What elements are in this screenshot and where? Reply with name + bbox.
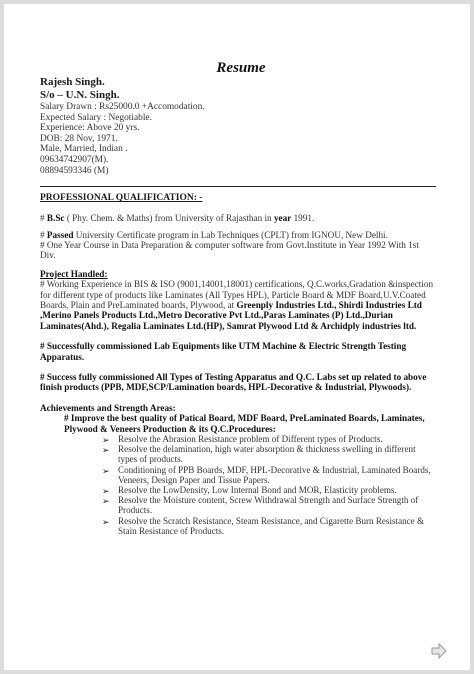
list-item: ➢ Conditioning of PPB Boards, MDF, HPL-Decorative & Industrial, Laminated Boards, Veneers, Design Paper and Tissue Papers.: [102, 464, 431, 485]
projects-success: # Success fully commissioned All Types of Testing Apparatus and Q.C. Labs set up related to above finish products (PPB, MDF,SCP/Lamination boards, HPL-Decorative & Industrial, Plywoods).: [40, 372, 427, 393]
bsc-year-label: year: [273, 213, 292, 224]
detail-expected-salary: Expected Salary : Negotiable.: [40, 112, 152, 123]
next-arrow-icon[interactable]: [430, 642, 448, 660]
arrow-bullet-icon: ➢: [102, 465, 110, 476]
list-item: ➢ Resolve the Moisture content, Screw Withdrawal Strength and Surface Strength of Products.: [102, 495, 419, 516]
candidate-parent: S/o – U.N. Singh.: [40, 89, 120, 101]
projects-commissioned: # Successfully commissioned Lab Equipments like UTM Machine & Electric Strength Testing Apparatus.: [40, 341, 407, 362]
achievements-list: [100, 434, 436, 536]
list-item: ➢ Resolve the delamination, high water absorption & thickness swelling in different types of products.: [102, 444, 416, 465]
list-item: ➢ Resolve the Scratch Resistance, Steam Resistance, and Cigarette Burn Resistance & Stain Resistance of Products.: [102, 515, 425, 536]
arrow-bullet-icon: ➢: [102, 486, 110, 497]
qualification-cplt: [40, 230, 436, 240]
detail-dob: DOB: 28 Nov, 1971.: [40, 133, 118, 144]
list-item: ➢ Resolve the Abrasion Resistance problem of Different types of Products.: [102, 434, 383, 446]
arrow-bullet-icon: ➢: [102, 435, 110, 446]
detail-phone-1: 09634742907(M).: [40, 154, 109, 165]
qualification-bsc: [40, 213, 436, 223]
detail-status: Male, Married, Indian .: [40, 144, 128, 155]
section-divider: [40, 186, 436, 187]
projects-text: # Working Experience in BIS & ISO (9001,14001,18001) certifications, Q.C.works,Gradation &inspection for different type of products like Laminates (All Types HPL), Particle Board & MDF Board,U.V.Coated Boards, Plain and PreLaminated boards, Plywood, at: [40, 279, 434, 310]
candidate-name: Rajesh Singh.: [40, 76, 105, 88]
arrow-bullet-icon: ➢: [102, 445, 110, 456]
page-title: Resume: [216, 60, 266, 76]
passed-prefix: #: [40, 229, 47, 240]
detail-salary: Salary Drawn : Rs25000.0 +Accomodation.: [40, 102, 205, 112]
bsc-degree: B.Sc: [46, 213, 65, 224]
list-item: ➢ Resolve the LowDensity, Low Internal Bond and MOR, Elasticity problems.: [102, 485, 397, 497]
arrow-bullet-icon: ➢: [102, 516, 110, 527]
qualification-heading: PROFESSIONAL QUALIFICATION: -: [40, 193, 203, 204]
achievements-heading: Achievements and Strength Areas:: [40, 402, 176, 413]
detail-phone-2: 08894593346 (M): [40, 165, 109, 176]
achievements-lead: # Improve the best quality of Patical Board, MDF Board, PreLaminated Boards, Laminates, Plywood & Veneers Production & its Q.C.Procedures:: [64, 413, 425, 434]
bsc-text: ( Phy. Chem. & Maths) from University of Rajasthan in: [64, 213, 274, 224]
qualification-computer: # One Year Course in Data Preparation & computer software from Govt.Institute in Year 1992 With 1st Div.: [40, 239, 419, 261]
passed-label: Passed: [46, 229, 74, 240]
passed-text: University Certificate program in Lab Techniques (CPLT) from IGNOU, New Delhi.: [73, 229, 388, 240]
arrow-bullet-icon: ➢: [102, 496, 110, 507]
projects-companies: Greenply Industries Ltd., Shirdi Industries Ltd ,Merino Panels Products Ltd.,Metro Decorative Pvt Ltd.,Paras Laminates (P) Ltd.,Durian Laminates(Ahd.), Regalia Laminates Ltd.(HP), Samrat Plywood Ltd & Archidply industries ltd.: [40, 300, 422, 331]
resume-body: [40, 56, 436, 536]
personal-details: [40, 102, 436, 176]
bsc-year: 1991.: [291, 213, 315, 224]
projects-experience: [40, 279, 436, 331]
detail-experience: Experience: Above 20 yrs.: [40, 123, 140, 134]
bsc-prefix: #: [40, 213, 47, 224]
projects-heading: Project Handled:: [40, 268, 108, 279]
resume-page: [4, 4, 470, 670]
